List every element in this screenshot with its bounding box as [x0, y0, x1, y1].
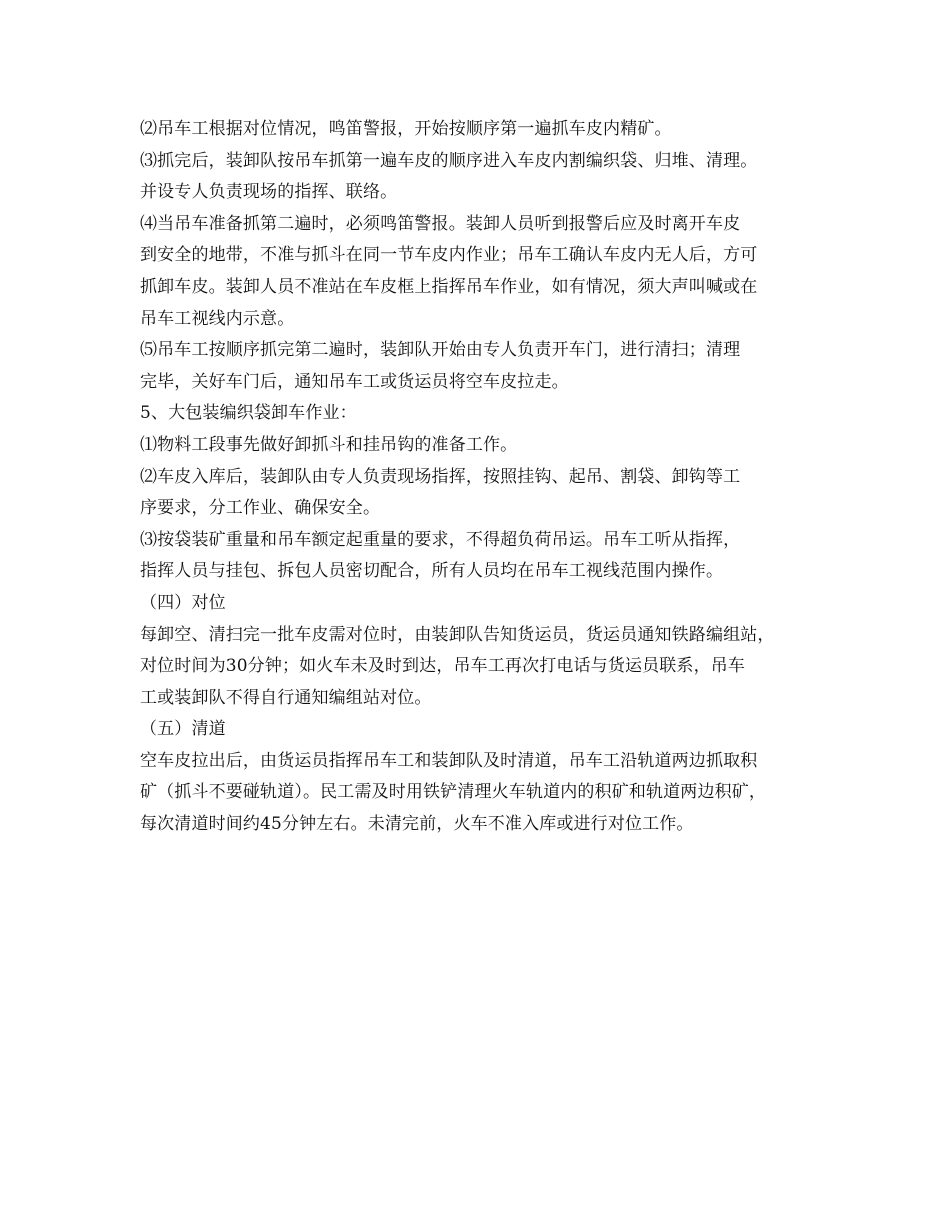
text-line: 完毕，关好车门后，通知吊车工或货运员将空车皮拉走。: [140, 371, 569, 392]
text-line: ⑶抓完后，装卸队按吊车抓第一遍车皮的顺序进入车皮内割编织袋、归堆、清理。: [140, 150, 758, 171]
text-line: 到安全的地带，不准与抓斗在同一节车皮内作业；吊车工确认车皮内无人后，方可: [140, 245, 758, 266]
text-line: ⑶按袋装矿重量和吊车额定起重量的要求，不得超负荷吊运。吊车工听从指挥，: [140, 529, 741, 550]
text-line: ⑵车皮入库后，装卸队由专人负责现场指挥，按照挂钩、起吊、割袋、卸钩等工: [140, 466, 741, 487]
text-line: 每次清道时间约45分钟左右。未清完前，火车不准入库或进行对位工作。: [140, 814, 694, 835]
text-line: 序要求，分工作业、确保安全。: [140, 498, 381, 519]
text-line: 并设专人负责现场的指挥、联络。: [140, 182, 398, 203]
text-line: 工或装卸队不得自行通知编组站对位。: [140, 687, 432, 708]
text-line: 矿（抓斗不要碰轨道）。民工需及时用铁铲清理火车轨道内的积矿和轨道两边积矿，: [140, 782, 767, 803]
text-line: 吊车工视线内示意。: [140, 308, 295, 329]
text-line: 抓卸车皮。装卸人员不准站在车皮框上指挥吊车作业，如有情况，须大声叫喊或在: [140, 276, 758, 297]
text-line: ⑴物料工段事先做好卸抓斗和挂吊钩的准备工作。: [140, 434, 518, 455]
text-line: ⑸吊车工按顺序抓完第二遍时，装卸队开始由专人负责开车门，进行清扫；清理: [140, 340, 741, 361]
text-line: 空车皮拉出后，由货运员指挥吊车工和装卸队及时清道，吊车工沿轨道两边抓取积: [140, 750, 758, 771]
text-line: ⑵吊车工根据对位情况，鸣笛警报，开始按顺序第一遍抓车皮内精矿。: [140, 119, 672, 139]
text-line: 对位时间为30分钟；如火车未及时到达，吊车工再次打电话与货运员联系，吊车: [140, 656, 746, 677]
section-heading: （五）清道: [140, 719, 226, 740]
text-line: ⑷当吊车准备抓第二遍时，必须鸣笛警报。装卸人员听到报警后应及时离开车皮: [140, 213, 741, 234]
text-line: 指挥人员与挂包、拆包人员密切配合，所有人员均在吊车工视线范围内操作。: [140, 561, 724, 582]
section-heading: 5、大包装编织袋卸车作业：: [140, 403, 357, 424]
text-line: 每卸空、清扫完一批车皮需对位时，由装卸队告知货运员，货运员通知铁路编组站，: [140, 624, 775, 645]
document-body: [140, 114, 840, 841]
section-heading: （四）对位: [140, 592, 226, 613]
